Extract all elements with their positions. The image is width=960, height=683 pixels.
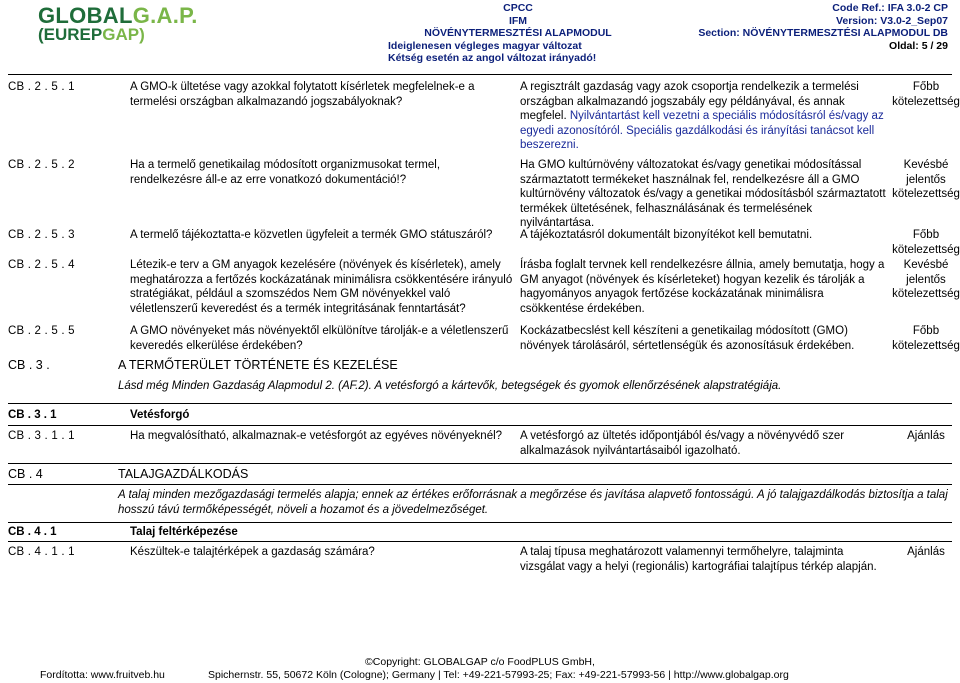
level-badge: Főbb kötelezettség <box>892 81 960 108</box>
level-badge: Ajánlás <box>907 546 945 558</box>
section-code: CB . 3 . <box>8 358 50 372</box>
section-heading <box>8 463 952 485</box>
control-point-code: CB . 2 . 5 . 4 <box>8 259 75 271</box>
section-note: A talaj minden mezőgazdasági termelés alapja; ennek az értékes erőforrásnak a megőrzése és javítása alapvető fontosságú. A jó talajgazdálkodás biztosítja a talaj hosszú távú termőképességét, növeli a hozamot és a jövedelmezőséget. <box>118 489 948 516</box>
table-row <box>8 228 960 258</box>
compliance-criteria: A vetésforgó az ültetés időpontjából és/vagy a növényvédő szer alkalmazások nyilvántartásaiból igazolható. <box>520 430 845 457</box>
table-row <box>8 542 952 577</box>
logo-text-eurep: (EUREP <box>38 25 103 44</box>
table-row <box>8 258 960 324</box>
level-badge: Kevésbé jelentős kötelezettség <box>892 159 960 200</box>
level-badge: Ajánlás <box>907 430 945 442</box>
page-number: Oldal: 5 / 29 <box>889 39 948 52</box>
section-note: Lásd még Minden Gazdaság Alapmodul 2. (AF.2). A vetésforgó a kártevők, betegségek és gyomok ellenőrzésének alapstratégiája. <box>118 380 782 392</box>
section-title: TALAJGAZDÁLKODÁS <box>118 467 249 481</box>
table-row <box>8 426 952 463</box>
header-ifm: IFM <box>508 14 528 27</box>
control-point-question: Készültek-e talajtérképek a gazdaság számára? <box>130 546 375 558</box>
subsection-heading <box>8 403 952 426</box>
table-row <box>8 158 960 229</box>
subsection-title: Vetésforgó <box>130 409 190 421</box>
section: Section: NÖVÉNYTERMESZTÉSI ALAPMODUL DB <box>698 27 948 39</box>
section-title: A TERMŐTERÜLET TÖRTÉNETE ÉS KEZELÉSE <box>118 358 398 372</box>
version: Version: V3.0-2_Sep07 <box>835 14 948 27</box>
compliance-criteria: Ha GMO kultúrnövény változatokat és/vagy genetikai módosítással származtatott termékeket használnak fel, rendelkezésre áll a GMO kultúrnövény változatok és/vagy a genetikai módosításból származtatott termékek ültetésének, felhasználásának és termelésének nyilvántartása. <box>520 159 886 229</box>
subsection-heading <box>8 522 952 542</box>
logo-text-eurep-gap: GAP) <box>102 25 145 44</box>
table-row <box>8 324 960 358</box>
header-version-note: Ideiglenesen végleges magyar változat <box>388 39 582 52</box>
compliance-criteria: Írásba foglalt tervnek kell rendelkezésre állnia, amely bemutatja, hogy a GM anyagot (növények és kísérleteket) hogyan kezelik és tárolják a hagyományos anyagok fertőzése kockázatának minimálisra csökkentése érdekében. <box>520 259 885 315</box>
control-point-code: CB . 4 . 1 . 1 <box>8 546 75 558</box>
eurepgap-logo <box>38 25 145 45</box>
control-point-question: Létezik-e terv a GM anyagok kezelésére (növények és kísérletek), amely meghatározza a fertőzés kockázatának minimálisra csökkentésére irányuló stratégiákat, például a szomszédos Nem GM növényekkel való véletlenszerű keveredést és a termék integritásának fenntartását? <box>130 259 513 315</box>
section-heading <box>8 358 952 376</box>
compliance-criteria: Kockázatbecslést kell készíteni a genetikailag módosított (GMO) növények tárolásáról, sértetlenségük és azonosításuk érdekében. <box>520 325 855 352</box>
control-point-code: CB . 2 . 5 . 3 <box>8 229 75 241</box>
level-badge: Főbb kötelezettség <box>892 325 960 352</box>
subsection-code: CB . 4 . 1 <box>8 526 57 538</box>
criteria-text-blue: Nyilvántartást kell vezetni a speciális módosításról és/vagy az egyedi azonosítóról. Speciális gazdálkodási és irányítási tanácsot kell beszerezni. <box>520 110 884 151</box>
checklist-table <box>8 80 960 577</box>
compliance-criteria <box>520 80 892 158</box>
code-ref: Code Ref.: IFA 3.0-2 CP <box>832 2 948 14</box>
level-badge: Kevésbé jelentős kötelezettség <box>892 259 960 300</box>
control-point-code: CB . 2 . 5 . 2 <box>8 159 75 171</box>
footer-address: Spichernstr. 55, 50672 Köln (Cologne); Germany | Tel: +49-221-57993-25; Fax: +49-221-57993-56 | http://www.globalgap.org <box>208 669 789 681</box>
logo-text-gap: G.A.P. <box>132 3 198 28</box>
footer-translator: Fordította: www.fruitveb.hu <box>40 669 165 681</box>
control-point-code: CB . 3 . 1 . 1 <box>8 430 75 442</box>
subsection-code: CB . 3 . 1 <box>8 409 57 421</box>
page-header <box>0 0 960 72</box>
compliance-criteria: A tájékoztatásról dokumentált bizonyítékot kell bemutatni. <box>520 229 813 241</box>
header-right-block <box>698 2 948 52</box>
control-point-code: CB . 2 . 5 . 1 <box>8 81 75 93</box>
subsection-title: Talaj feltérképezése <box>130 526 238 538</box>
footer-copyright: ©Copyright: GLOBALGAP c/o FoodPLUS GmbH, <box>365 656 595 668</box>
control-point-question: Ha a termelő genetikailag módosított organizmusokat termel, rendelkezésre áll-e az erre vonatkozó dokumentáció!? <box>130 159 441 186</box>
control-point-question: A GMO-k ültetése vagy azokkal folytatott kísérletek megfelelnek-e a termelési országban alkalmazandó jogszabályoknak? <box>130 81 475 108</box>
header-cpcc: CPCC <box>503 2 533 14</box>
control-point-question: A GMO növényeket más növényektől elkülönítve tárolják-e a véletlenszerű keveredés elkerülése érdekében? <box>130 325 509 352</box>
table-row <box>8 80 960 158</box>
compliance-criteria: A talaj típusa meghatározott valamennyi termőhelyre, talajminta vizsgálat vagy a helyi (regionális) kartográfiai talajtípus térkép alapján. <box>520 546 877 573</box>
control-point-question: A termelő tájékoztatta-e közvetlen ügyfeleit a termék GMO státuszáról? <box>130 229 493 241</box>
criteria-text: A regisztrált gazdaság vagy azok csoportja rendelkezik a termelési országban alkalmazandó jogszabály egy példányával, és annak megfelel. <box>520 81 859 122</box>
logo-text-global: GLOBAL <box>38 3 133 28</box>
level-badge: Főbb kötelezettség <box>892 229 960 256</box>
control-point-code: CB . 2 . 5 . 5 <box>8 325 75 337</box>
section-code: CB . 4 <box>8 467 43 481</box>
control-point-question: Ha megvalósítható, alkalmaznak-e vetésforgót az egyéves növényeknél? <box>130 430 503 442</box>
header-divider <box>8 74 952 75</box>
header-center-block <box>388 2 648 65</box>
header-module: NÖVÉNYTERMESZTÉSI ALAPMODUL <box>424 27 612 39</box>
header-language-note: Kétség esetén az angol változat irányadó! <box>388 52 597 64</box>
